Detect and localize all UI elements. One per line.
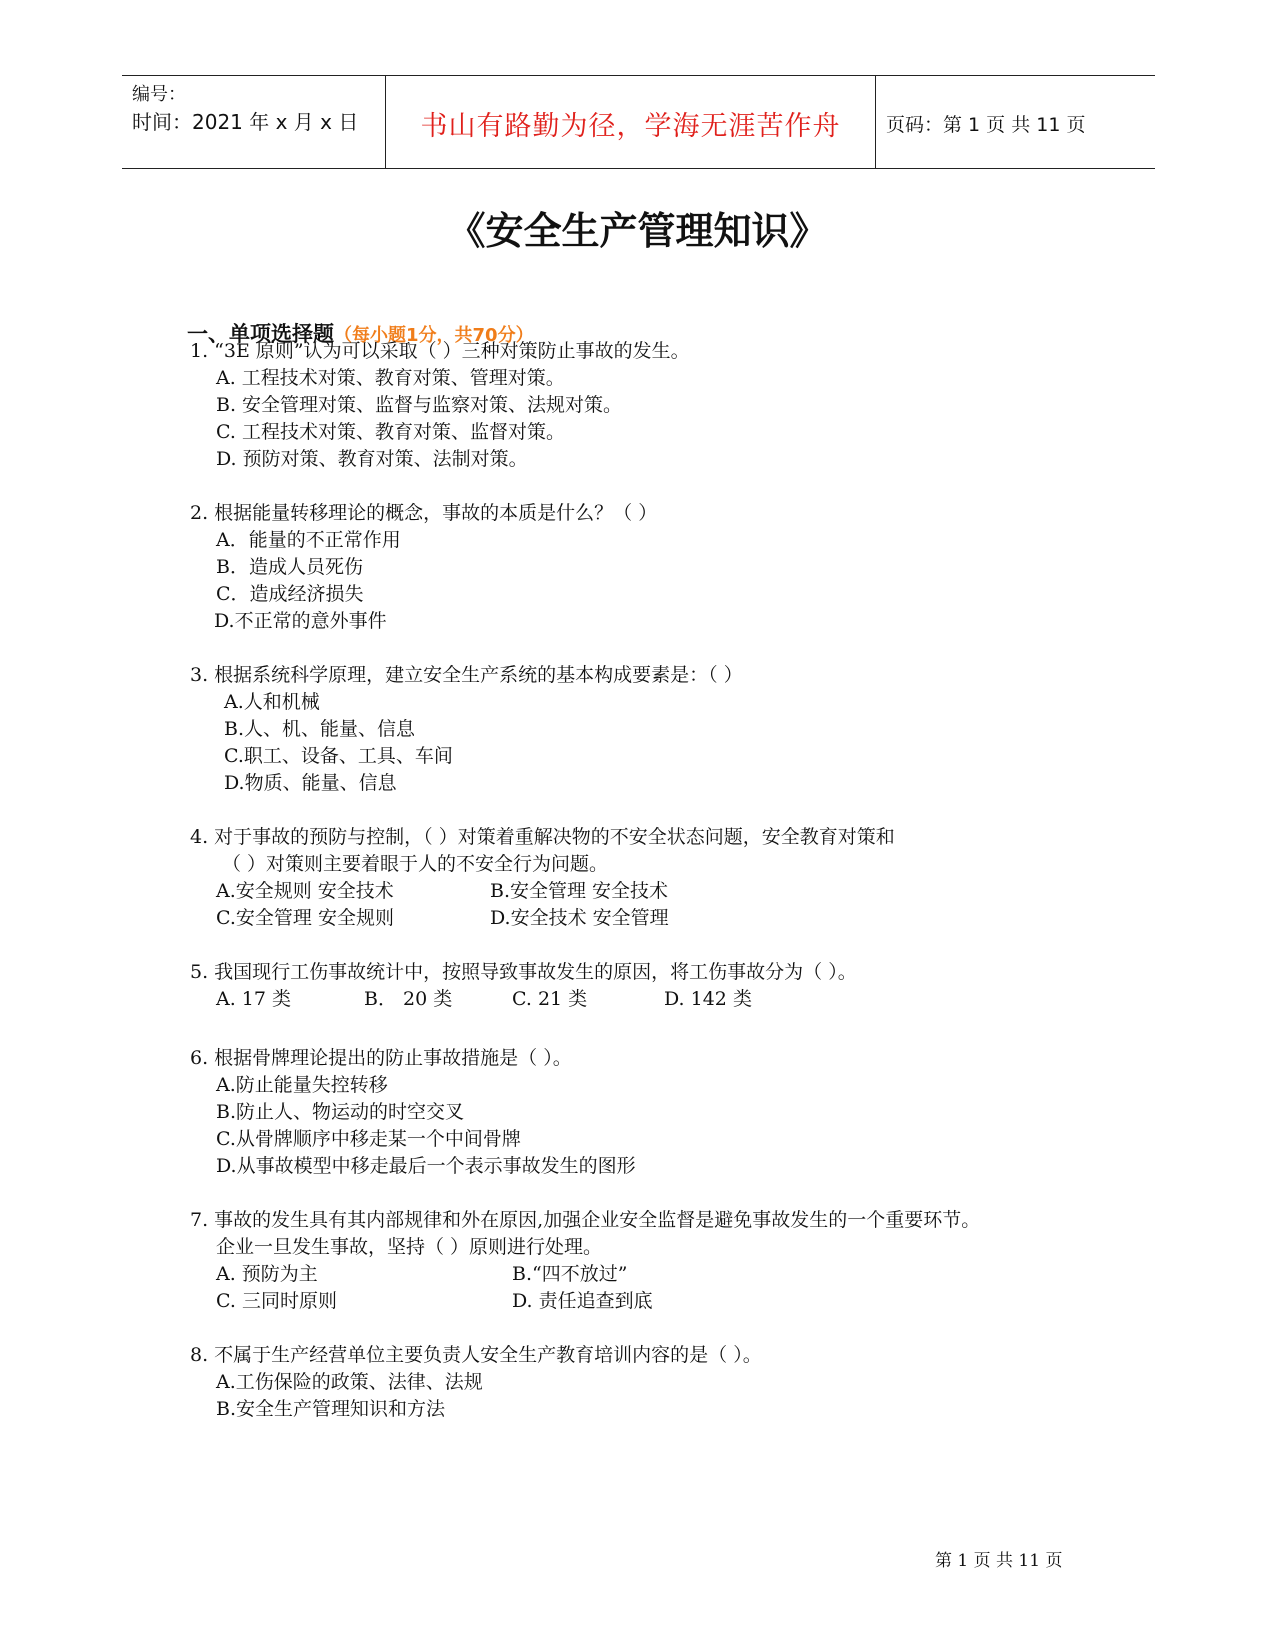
question-1-option-b: B. 安全管理对策、监督与监察对策、法规对策。	[216, 394, 623, 416]
question-5-stem: 5. 我国现行工伤事故统计中，按照导致事故发生的原因，将工伤事故分为（ ）。	[190, 961, 857, 983]
question-2-option-d: D.不正常的意外事件	[214, 610, 387, 632]
question-3-option-c: C.职工、设备、工具、车间	[224, 745, 453, 767]
section-score-note: （每小题1分，共70分）	[334, 325, 534, 346]
question-5-option-a: A. 17 类	[216, 988, 292, 1010]
question-1-option-a: A. 工程技术对策、教育对策、管理对策。	[216, 367, 565, 389]
question-4-option-b: B.安全管理 安全技术	[490, 880, 669, 902]
question-3-option-b: B.人、机、能量、信息	[224, 718, 416, 740]
question-3-option-d: D.物质、能量、信息	[224, 772, 397, 794]
header-motto: 书山有路勤为径，学海无涯苦作舟	[420, 111, 841, 142]
question-2-option-c: C．造成经济损失	[216, 583, 364, 605]
question-6-option-c: C.从骨牌顺序中移走某一个中间骨牌	[216, 1128, 521, 1150]
question-5-option-b: B． 20 类	[364, 988, 453, 1010]
question-8-option-a: A.工伤保险的政策、法律、法规	[216, 1371, 483, 1393]
question-4-option-c: C.安全管理 安全规则	[216, 907, 394, 929]
question-8-option-b: B.安全生产管理知识和方法	[216, 1398, 446, 1420]
question-7-option-b: B.“四不放过”	[512, 1263, 628, 1285]
question-7-option-d: D. 责任追查到底	[512, 1290, 653, 1312]
document-time-label: 时间：2021 年 x 月 x 日	[132, 110, 359, 134]
section-heading-text: 一、单项选择题	[187, 322, 334, 346]
header-motto-cell	[385, 76, 876, 168]
question-7-stem: 7. 事故的发生具有其内部规律和外在原因,加强企业安全监督是避免事故发生的一个重要环节。	[190, 1209, 981, 1231]
question-4-stem: 4. 对于事故的预防与控制，（ ）对策着重解决物的不安全状态问题，安全教育对策和	[190, 826, 895, 848]
page-footer: 第 1 页 共 11 页	[935, 1551, 1063, 1571]
question-6-option-a: A.防止能量失控转移	[216, 1074, 388, 1096]
question-2-option-b: B．造成人员死伤	[216, 556, 363, 578]
question-2-option-a: A．能量的不正常作用	[216, 529, 401, 551]
question-3-option-a: A.人和机械	[224, 691, 320, 713]
question-6-option-b: B.防止人、物运动的时空交叉	[216, 1101, 465, 1123]
question-4-stem-continued: （ ）对策则主要着眼于人的不安全行为问题。	[222, 853, 609, 875]
document-title: 《安全生产管理知识》	[447, 209, 828, 253]
question-6-option-d: D.从事故模型中移走最后一个表示事故发生的图形	[216, 1155, 636, 1177]
header-meta-cell	[122, 76, 385, 168]
question-7-option-a: A. 预防为主	[216, 1263, 318, 1285]
question-1-option-c: C. 工程技术对策、教育对策、监督对策。	[216, 421, 565, 443]
question-1-stem: 1. “3E 原则”认为可以采取（ ）三种对策防止事故的发生。	[190, 340, 690, 362]
question-1-option-d: D. 预防对策、教育对策、法制对策。	[216, 448, 528, 470]
question-4-option-d: D.安全技术 安全管理	[490, 907, 669, 929]
question-5-option-c: C. 21 类	[512, 988, 588, 1010]
document-number-label: 编号：	[132, 84, 186, 105]
question-4-option-a: A.安全规则 安全技术	[216, 880, 394, 902]
question-8-stem: 8. 不属于生产经营单位主要负责人安全生产教育培训内容的是（ ）。	[190, 1344, 762, 1366]
question-7-option-c: C. 三同时原则	[216, 1290, 337, 1312]
question-5-option-d: D. 142 类	[664, 988, 752, 1010]
page-header	[122, 75, 1155, 169]
question-6-stem: 6. 根据骨牌理论提出的防止事故措施是（ ）。	[190, 1047, 572, 1069]
header-page-info: 页码：第 1 页 共 11 页	[886, 114, 1086, 136]
header-page-cell	[874, 76, 1155, 168]
question-3-stem: 3. 根据系统科学原理，建立安全生产系统的基本构成要素是：（ ）	[190, 664, 743, 686]
question-7-stem-continued: 企业一旦发生事故，坚持（ ）原则进行处理。	[216, 1236, 603, 1258]
question-2-stem: 2. 根据能量转移理论的概念，事故的本质是什么？（ ）	[190, 502, 658, 524]
